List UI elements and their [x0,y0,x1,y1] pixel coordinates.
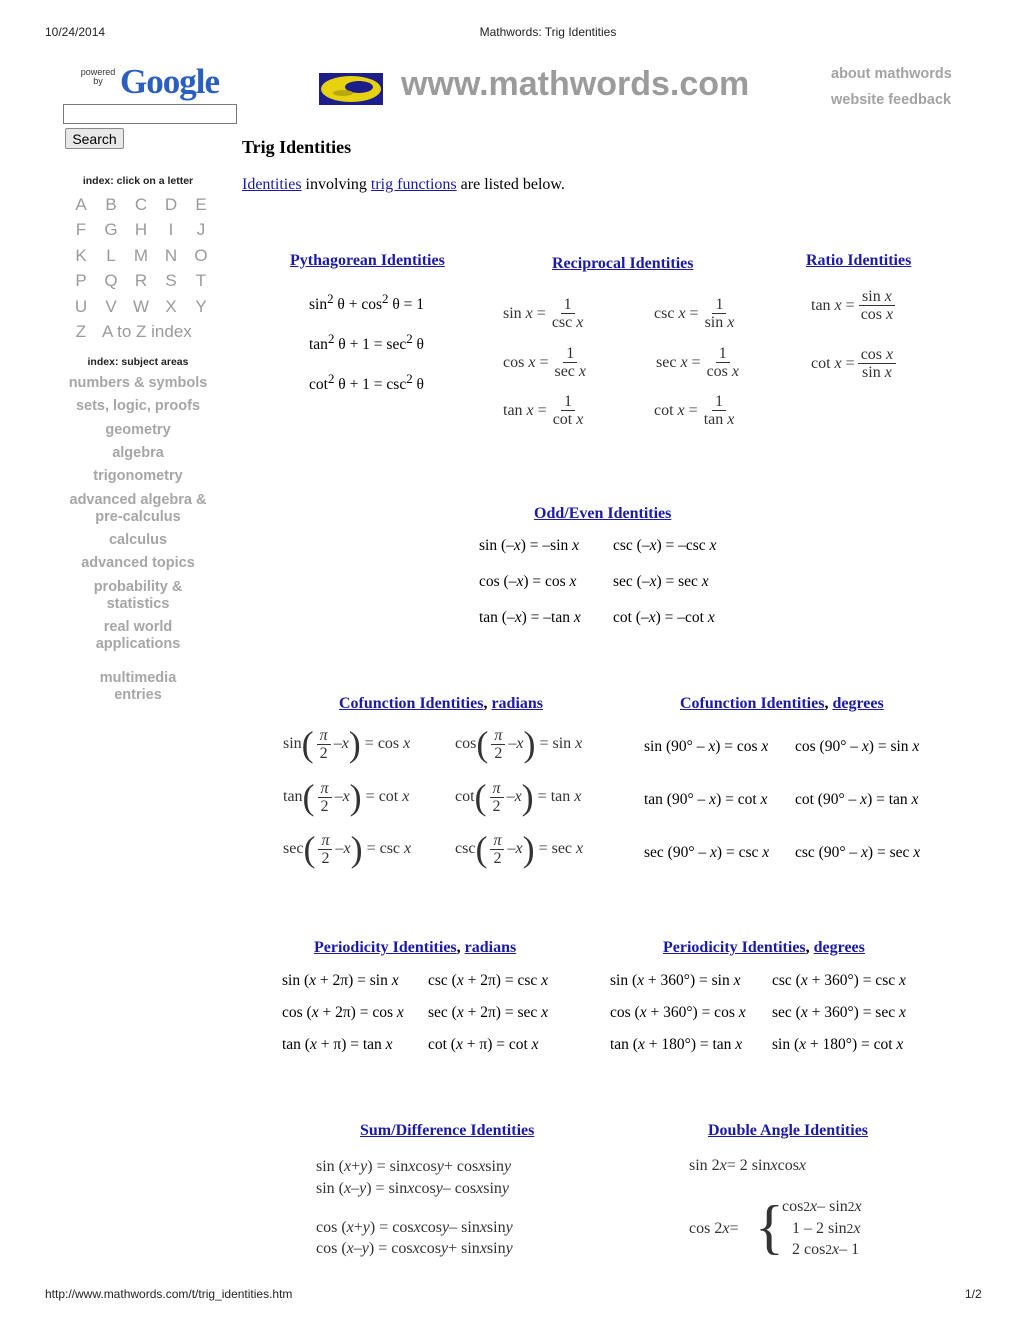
powered-by-label: powered by [80,67,116,86]
cofunction-identity: sin ( $\frac{\pi}{2}$ – x ) = cos x [283,724,411,764]
cofunction-identity: csc ( $\frac{\pi}{2}$ – x ) = sec x [455,829,584,869]
letter-s-link[interactable]: S [165,271,177,291]
letter-h-link[interactable]: H [134,220,148,240]
periodicity-degree-identity: tan (x + 180°) = tan x [610,1036,743,1053]
periodicity-degrees-heading: Periodicity Identities, degrees [663,939,865,956]
letter-e-link[interactable]: E [195,194,207,214]
double-angle-identity: cos 2 x = [689,1220,739,1237]
radians-link[interactable]: radians [491,695,544,712]
subject-advanced-algebra-link[interactable]: advanced algebra & pre-calculus [69,492,207,525]
google-logo [78,64,218,102]
letter-row [66,243,216,269]
cofunction-degree-identity: cot (90° – x) = tan x [795,791,919,808]
periodicity-identity: sin (x + 2π) = sin x [282,972,399,989]
letter-row [66,218,216,244]
periodicity-identities-link[interactable]: Periodicity Identities [314,939,457,956]
letter-row [66,192,216,218]
sum-difference-identities-link[interactable]: Sum/Difference Identities [360,1122,535,1139]
periodicity-degree-identity: sin (x + 360°) = sin x [610,972,741,989]
double-angle-case: 1 – 2 sin 2 x [792,1220,861,1237]
letter-n-link[interactable]: N [164,245,178,265]
periodicity-identity: csc (x + 2π) = csc x [428,972,548,989]
sum-difference-identity: cos ( x + y ) = cos x cos y – sin x sin y [316,1219,513,1236]
cofunction-identity: tan ( $\frac{\pi}{2}$ – x ) = cot x [283,777,410,817]
cofunction-identities-link[interactable]: Cofunction Identities [680,695,825,712]
letter-a-link[interactable]: A [75,194,87,214]
a-to-z-index-link[interactable]: A to Z index [102,322,192,342]
letter-index-title: index: click on a letter [82,175,194,187]
cofunction-degree-identity: csc (90° – x) = sec x [795,844,921,861]
ratio-identity: tan x = $\frac{\text{sin x}}{\text{cos x}}$ [811,288,894,323]
letter-l-link[interactable]: L [106,245,116,265]
cofunction-degree-identity: sin (90° – x) = cos x [644,738,769,755]
ratio-identities-link[interactable]: Ratio Identities [806,252,912,269]
intro-text: Identities involving trig functions are listed below. [242,176,565,193]
pythagorean-identity: $\tan^2 \theta + 1 = \sec^2 \theta$ [309,331,424,354]
letter-d-link[interactable]: D [164,194,178,214]
letter-v-link[interactable]: V [105,296,117,316]
print-page-number: 1/2 [965,1287,982,1301]
cofunction-degree-identity: cos (90° – x) = sin x [795,738,920,755]
letter-r-link[interactable]: R [134,271,148,291]
site-name: www.mathwords.com [401,65,750,103]
letter-g-link[interactable]: G [104,220,118,240]
reciprocal-identity: tan x = $\frac{1}{\text{cot x}}$ [503,393,584,428]
periodicity-identity: cos (x + 2π) = cos x [282,1004,404,1021]
odd-even-identity: cos (–x) = cos x [479,573,577,590]
cofunction-degree-identity: sec (90° – x) = csc x [644,844,770,861]
odd-even-identity: cot (–x) = –cot x [613,609,715,626]
odd-even-identities-link[interactable]: Odd/Even Identities [534,505,672,522]
website-feedback-link[interactable]: website feedback [831,92,952,108]
letter-z-link[interactable]: Z [75,322,87,342]
letter-i-link[interactable]: I [168,220,174,240]
reciprocal-identity: sec x = $\frac{1}{\text{cos x}}$ [656,345,740,380]
cofunction-degree-identity: tan (90° – x) = cot x [644,791,768,808]
periodicity-identity: sec (x + 2π) = sec x [428,1004,548,1021]
double-angle-identity: sin 2 x = 2 sin x cos x [689,1157,807,1174]
degrees-link[interactable]: degrees [832,695,884,712]
subject-trigonometry-link[interactable]: trigonometry [93,468,183,484]
letter-b-link[interactable]: B [105,194,117,214]
letter-row [66,294,216,320]
cofunction-degrees-heading: Cofunction Identities, degrees [680,695,884,712]
letter-row [66,269,216,295]
page-title: Trig Identities [242,137,352,157]
letter-c-link[interactable]: C [134,194,148,214]
search-button[interactable]: Search [65,128,124,149]
letter-p-link[interactable]: P [75,271,87,291]
subject-sets-logic-proofs-link[interactable]: sets, logic, proofs [75,398,201,414]
subject-calculus-link[interactable]: calculus [108,532,168,548]
sum-difference-identity: sin ( x – y ) = sin x cos y – cos x sin y [316,1180,510,1197]
double-angle-identities-link[interactable]: Double Angle Identities [708,1122,869,1139]
ratio-identity: cot x = $\frac{\text{cos x}}{\text{sin x}}$ [811,346,899,381]
double-angle-case: cos 2 x – sin 2 x [782,1198,862,1215]
periodicity-degree-identity: csc (x + 360°) = csc x [772,972,906,989]
odd-even-identity: csc (–x) = –csc x [613,537,717,554]
cofunction-identities-link[interactable]: Cofunction Identities [339,695,484,712]
print-url: http://www.mathwords.com/t/trig_identities.htm [45,1287,293,1301]
print-date: 10/24/2014 [45,25,106,39]
google-wordmark: Google [120,62,219,101]
odd-even-identity: tan (–x) = –tan x [479,609,581,626]
sum-difference-identity: sin ( x + y ) = sin x cos y + cos x sin y [316,1158,512,1175]
double-angle-case: 2 cos 2 x – 1 [792,1241,860,1258]
periodicity-identity: tan (x + π) = tan x [282,1036,393,1053]
degrees-link[interactable]: degrees [813,939,865,956]
subject-multimedia-entries-link[interactable]: multimedia entries [99,670,177,703]
letter-row [66,320,216,346]
mobius-logo-icon [319,73,383,105]
letter-m-link[interactable]: M [133,245,149,265]
search-input[interactable] [63,104,237,124]
letter-u-link[interactable]: U [74,296,88,316]
subject-algebra-link[interactable]: algebra [112,445,164,461]
subject-index-title: index: subject areas [87,356,189,368]
odd-even-identity: sec (–x) = sec x [613,573,709,590]
reciprocal-identity: csc x = $\frac{1}{\text{sin x}}$ [654,296,735,331]
letter-o-link[interactable]: O [194,245,208,265]
sum-difference-identity: cos ( x – y ) = cos x cos y + sin x sin y [316,1240,513,1257]
reciprocal-identity: cos x = $\frac{1}{\text{sec x}}$ [503,345,587,380]
periodicity-degree-identity: sec (x + 360°) = sec x [772,1004,906,1021]
subject-probability-statistics-link[interactable]: probability & statistics [93,579,183,612]
reciprocal-identities-link[interactable]: Reciprocal Identities [552,255,694,272]
letter-j-link[interactable]: J [196,220,206,240]
letter-index [66,192,216,345]
letter-x-link[interactable]: X [165,296,177,316]
identities-link[interactable]: Identities [242,176,302,193]
subject-real-world-applications-link[interactable]: real world applications [95,619,181,652]
pythagorean-identity: $\sin^2 \theta + \cos^2 \theta = 1$ [309,291,424,314]
radians-link[interactable]: radians [464,939,517,956]
pythagorean-identities-link[interactable]: Pythagorean Identities [290,252,445,269]
brace-icon: { [755,1194,784,1260]
letter-t-link[interactable]: T [195,271,207,291]
subject-advanced-topics-link[interactable]: advanced topics [81,555,195,571]
cofunction-identity: cot ( $\frac{\pi}{2}$ – x ) = tan x [455,777,582,817]
periodicity-identities-link[interactable]: Periodicity Identities [663,939,806,956]
about-mathwords-link[interactable]: about mathwords [831,66,952,82]
periodicity-radians-heading: Periodicity Identities, radians [314,939,517,956]
reciprocal-identity: sin x = $\frac{1}{\text{csc x}}$ [503,296,584,331]
letter-q-link[interactable]: Q [104,271,118,291]
odd-even-identity: sin (–x) = –sin x [479,537,580,554]
periodicity-degree-identity: sin (x + 180°) = cot x [772,1036,904,1053]
pythagorean-identity: $\cot^2 \theta + 1 = \csc^2 \theta$ [309,371,424,394]
cofunction-radians-heading: Cofunction Identities, radians [339,695,544,712]
subject-geometry-link[interactable]: geometry [105,422,171,438]
periodicity-identity: cot (x + π) = cot x [428,1036,539,1053]
letter-k-link[interactable]: K [75,245,87,265]
letter-w-link[interactable]: W [132,296,150,316]
letter-f-link[interactable]: F [75,220,87,240]
letter-y-link[interactable]: Y [195,296,207,316]
cofunction-identity: cos ( $\frac{\pi}{2}$ – x ) = sin x [455,724,583,764]
mathwords-logo [319,73,383,105]
subject-numbers-symbols-link[interactable]: numbers & symbols [68,375,208,391]
print-title: Mathwords: Trig Identities [479,25,617,39]
periodicity-degree-identity: cos (x + 360°) = cos x [610,1004,746,1021]
reciprocal-identity: cot x = $\frac{1}{\text{tan x}}$ [654,393,735,428]
cofunction-identity: sec ( $\frac{\pi}{2}$ – x ) = csc x [283,829,412,869]
trig-functions-link[interactable]: trig functions [370,176,457,193]
